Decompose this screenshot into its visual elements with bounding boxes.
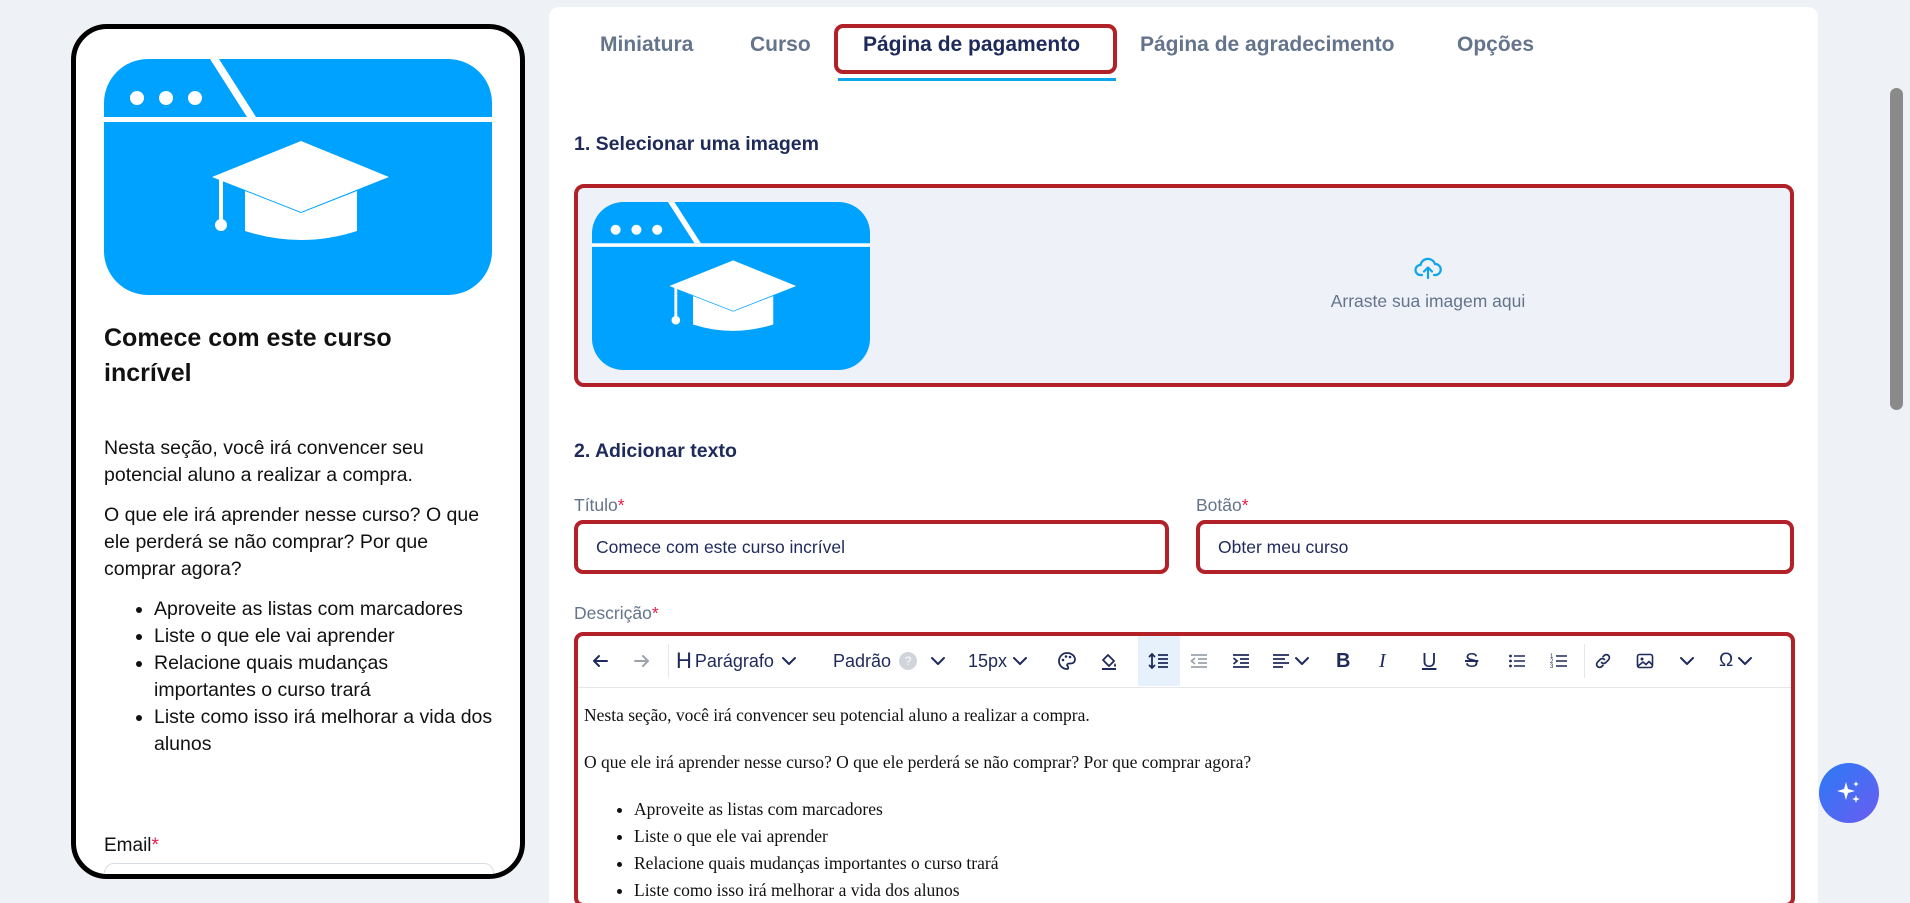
- tab-curso[interactable]: Curso: [750, 33, 811, 56]
- line-height-icon: [1148, 650, 1170, 672]
- editor-content[interactable]: [584, 702, 1784, 903]
- chevron-down-icon: [1011, 652, 1029, 670]
- title-input[interactable]: Comece com este curso incrível: [574, 520, 1169, 574]
- list-item: • Relacione quais mudanças importantes o curso trará: [634, 850, 1784, 877]
- editor-paragraph: Nesta seção, você irá convencer seu potencial aluno a realizar a compra.: [584, 705, 1090, 725]
- section-select-image-title: 1. Selecionar uma imagem: [574, 133, 819, 155]
- page-scrollbar[interactable]: [1890, 88, 1903, 410]
- upload-cloud-icon: [1414, 256, 1442, 280]
- preview-email-input[interactable]: [104, 863, 494, 879]
- list-item: • Liste o que ele vai aprender: [634, 823, 1784, 850]
- heading-icon: H: [676, 648, 692, 673]
- indent-icon: [1231, 651, 1251, 671]
- chevron-down-icon: [1736, 652, 1754, 670]
- tab-miniatura[interactable]: Miniatura: [600, 33, 694, 56]
- line-height-button[interactable]: [1138, 636, 1180, 686]
- strikethrough-icon: S: [1465, 649, 1479, 672]
- undo-button[interactable]: [590, 636, 618, 686]
- course-image: [104, 59, 492, 295]
- arrow-left-icon: [590, 651, 610, 671]
- image-dropzone[interactable]: [574, 184, 1794, 387]
- chevron-down-icon: [1293, 652, 1311, 670]
- payment-page-preview: [71, 24, 525, 879]
- omega-icon: Ω: [1719, 650, 1734, 671]
- align-dropdown[interactable]: [1271, 636, 1311, 686]
- font-size-value: 15px: [968, 650, 1008, 671]
- preview-description: [104, 435, 494, 758]
- insert-link-button[interactable]: [1594, 636, 1616, 686]
- text-color-button[interactable]: [1057, 636, 1083, 686]
- align-left-icon: [1271, 651, 1291, 671]
- paragraph-style-dropdown[interactable]: [676, 636, 798, 686]
- numbered-list-button[interactable]: [1550, 636, 1572, 686]
- help-icon: ?: [899, 652, 917, 670]
- list-item: • Liste como isso irá melhorar a vida dos alunos: [634, 877, 1784, 903]
- underline-icon: U: [1422, 649, 1437, 672]
- image-icon: [1636, 652, 1654, 670]
- editor-toolbar: [578, 636, 1791, 688]
- outdent-button[interactable]: [1189, 636, 1215, 686]
- svg-text:3: 3: [1550, 664, 1554, 670]
- paragraph-style-value: Parágrafo: [694, 650, 774, 671]
- tab-opcoes[interactable]: Opções: [1457, 33, 1535, 56]
- bold-button[interactable]: [1336, 636, 1358, 686]
- tab-bar: [549, 7, 1818, 87]
- svg-text:1: 1: [1550, 654, 1554, 660]
- arrow-right-icon: [632, 651, 652, 671]
- preview-paragraph: Nesta seção, você irá convencer seu potencial aluno a realizar a compra.: [104, 437, 424, 486]
- list-item: • Aproveite as listas com marcadores: [154, 596, 494, 623]
- fill-bucket-icon: [1099, 651, 1119, 671]
- numbered-list-icon: [1550, 652, 1568, 670]
- preview-bullet-list: [154, 596, 494, 758]
- settings-card: [549, 7, 1818, 903]
- editor-bullet-list: [634, 796, 1784, 903]
- course-image-thumbnail: [592, 202, 870, 370]
- list-item: • Liste o que ele vai aprender: [154, 623, 494, 650]
- insert-image-button[interactable]: [1636, 636, 1658, 686]
- active-tab-underline: [838, 78, 1116, 81]
- list-item: • Aproveite as listas com marcadores: [634, 796, 1784, 823]
- link-icon: [1594, 652, 1612, 670]
- toolbar-separator: [668, 644, 669, 678]
- ai-assistant-button[interactable]: [1819, 763, 1879, 823]
- editor-paragraph: O que ele irá aprender nesse curso? O que ele perderá se não comprar? Por que comprar agora?: [584, 752, 1252, 772]
- tab-pagina-de-agradecimento[interactable]: Página de agradecimento: [1140, 33, 1395, 56]
- preview-title: Comece com este curso incrível: [104, 324, 392, 387]
- dropzone-label: Arraste sua imagem aqui: [1330, 291, 1526, 311]
- section-add-text-title: 2. Adicionar texto: [574, 440, 737, 462]
- description-rich-text-editor: [574, 632, 1795, 903]
- special-character-dropdown[interactable]: [1719, 636, 1754, 686]
- outdent-icon: [1189, 651, 1209, 671]
- bullet-list-icon: [1508, 652, 1526, 670]
- button-field-label: Botão*: [1196, 495, 1249, 515]
- bullet-list-button[interactable]: [1508, 636, 1530, 686]
- chevron-down-icon: [1678, 652, 1696, 670]
- font-family-value: Padrão: [833, 650, 892, 671]
- preview-email-label: Email*: [104, 835, 159, 856]
- italic-button[interactable]: [1379, 636, 1401, 686]
- svg-text:2: 2: [1550, 659, 1554, 665]
- description-field-label: Descrição*: [574, 603, 659, 623]
- italic-icon: I: [1379, 649, 1386, 672]
- redo-button[interactable]: [632, 636, 660, 686]
- font-size-dropdown[interactable]: [968, 636, 1029, 686]
- dropzone-prompt: [1198, 256, 1658, 312]
- list-item: • Relacione quais mudanças importantes o curso trará: [154, 650, 494, 704]
- highlight-color-button[interactable]: [1099, 636, 1125, 686]
- underline-button[interactable]: [1422, 636, 1444, 686]
- strikethrough-button[interactable]: [1465, 636, 1487, 686]
- preview-paragraph: O que ele irá aprender nesse curso? O que ele perderá se não comprar? Por que comprar agora?: [104, 504, 480, 580]
- more-insert-dropdown[interactable]: [1678, 636, 1700, 686]
- sparkles-icon: [1833, 777, 1865, 809]
- bold-icon: B: [1336, 649, 1351, 672]
- toolbar-separator: [1584, 644, 1585, 678]
- palette-icon: [1057, 651, 1077, 671]
- title-field-label: Título*: [574, 495, 625, 515]
- chevron-down-icon: [929, 652, 947, 670]
- tab-pagina-de-pagamento[interactable]: Página de pagamento: [863, 33, 1081, 56]
- button-text-input[interactable]: Obter meu curso: [1196, 520, 1794, 574]
- list-item: • Liste como isso irá melhorar a vida dos alunos: [154, 704, 494, 758]
- chevron-down-icon: [780, 652, 798, 670]
- indent-button[interactable]: [1231, 636, 1257, 686]
- font-family-dropdown[interactable]: [833, 636, 947, 686]
